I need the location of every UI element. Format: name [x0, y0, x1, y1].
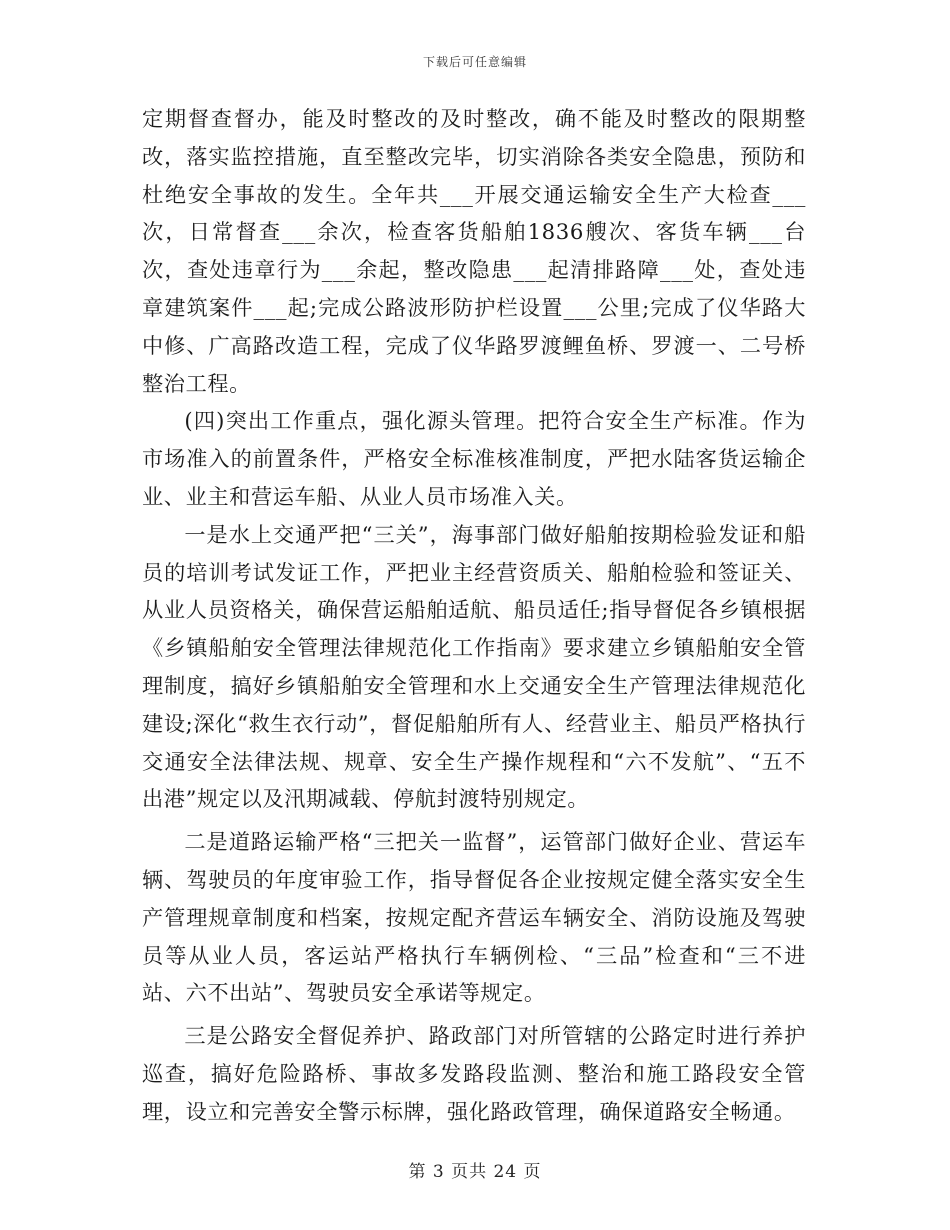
page-number: 第 3 页共 24 页	[408, 1162, 542, 1182]
page-header-note: 下载后可任意编辑	[422, 55, 527, 69]
paragraph-5: 三是公路安全督促养护、路政部门对所管辖的公路定时进行养护巡查，搞好危险路桥、事故多发路段监测、整治和施工路段安全管理，设立和完善安全警示标牌，强化路政管理，确保道路安全畅通。	[142, 1023, 806, 1124]
paragraph-3: 一是水上交通严把“三关”，海事部门做好船舶按期检验发证和船员的培训考试发证工作，严把业主经营资质关、船舶检验和签证关、从业人员资格关，确保营运船舶适航、船员适任;指导督促各乡镇根据《乡镇船舶安全管理法律规范化工作指南》要求建立乡镇船舶安全管理制度，搞好乡镇船舶安全管理和水上交通安全生产管理法律规范化建设;深化“救生衣行动”，督促船舶所有人、经营业主、船员严格执行交通安全法律法规、规章、安全生产操作规程和“六不发航”、“五不出港”规定以及汛期减载、停航封渡特别规定。	[142, 521, 806, 812]
paragraph-2: (四)突出工作重点，强化源头管理。把符合安全生产标准。作为市场准入的前置条件，严格安全标准核准制度，严把水陆客货运输企业、业主和营运车船、从业人员市场准入关。	[142, 408, 806, 509]
paragraph-1: 定期督查督办，能及时整改的及时整改，确不能及时整改的限期整改，落实监控措施，直至整改完毕，切实消除各类安全隐患，预防和杜绝安全事故的发生。全年共___开展交通运输安全生产大检查___次，日常督查___余次，检查客货船舶1836艘次、客货车辆___台次，查处违章行为___余起，整改隐患___起清排路障___处，查处违章建筑案件___起;完成公路波形防护栏设置___公里;完成了仪华路大中修、广高路改造工程，完成了仪华路罗渡鲤鱼桥、罗渡一、二号桥整治工程。	[142, 106, 806, 396]
document-body	[142, 100, 806, 1131]
paragraph-4: 二是道路运输严格“三把关一监督”，运管部门做好企业、营运车辆、驾驶员的年度审验工作，指导督促各企业按规定健全落实安全生产管理规章制度和档案，按规定配齐营运车辆安全、消防设施及驾驶员等从业人员，客运站严格执行车辆例检、“三品”检查和“三不进站、六不出站”、驾驶员安全承诺等规定。	[142, 829, 806, 1006]
